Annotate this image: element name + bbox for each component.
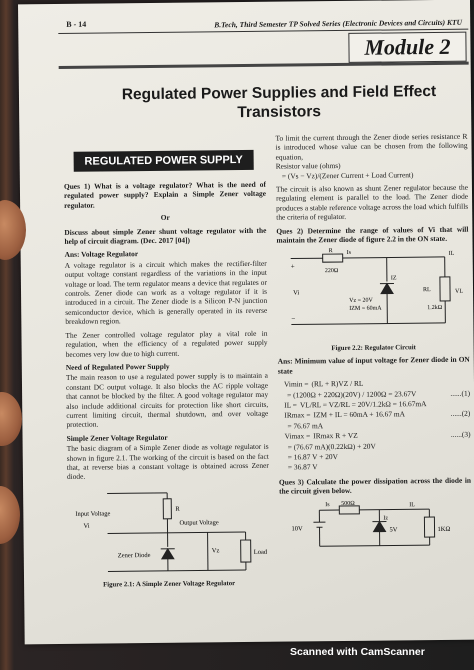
equation-line [285, 440, 471, 451]
equation-line [284, 388, 470, 399]
regulator-circuit-diagram [277, 247, 470, 341]
resistor-formula: = (Vs − Vz)/(Zener Current + Load Current) [281, 169, 414, 181]
fig2-rv-label: 220Ω [324, 268, 339, 275]
figure-2-2-caption: Figure 2.2: Regulator Circuit [331, 344, 416, 352]
fig2-rl-label: RL [423, 287, 431, 294]
figure-2-1 [67, 484, 270, 591]
fig2-r-label: R [328, 248, 333, 255]
right-column [275, 132, 471, 558]
equation-line [284, 409, 470, 420]
equation-line [284, 399, 470, 410]
fig1-r-label: R [175, 505, 180, 513]
module-label: Module 2 [348, 32, 466, 63]
fig2-vi-label: Vi [293, 289, 300, 297]
paragraph: The Zener controlled voltage regulator play a vital role in regulation, when the efficiency of a regulated power supply becomes very low due to high current. [65, 328, 268, 359]
fig2-il-label: IL [448, 251, 455, 258]
figure-2-2 [277, 247, 470, 354]
subheading: Need of Regulated Power Supply [65, 361, 170, 372]
chapter-title: Regulated Power Supplies and Field Effect Transistors [121, 82, 437, 122]
equation-rhs: IZM + IL = 60mA + 16.67 mA [313, 409, 405, 420]
paragraph: Resistor value (ohms) [275, 161, 341, 171]
fig2-rlv-label: 1.2kΩ [427, 305, 443, 312]
equation-rhs: = (76.67 mA)(0.22kΩ) + 20V [287, 441, 376, 452]
fig2-vz-label: Vz = 20V [349, 298, 373, 305]
book-page [18, 0, 474, 644]
power-dissipation-circuit [279, 498, 460, 552]
fig3-vz-label: 5V [389, 525, 398, 534]
left-column [64, 150, 271, 594]
fig1-output-label: Output Voltage [179, 519, 219, 527]
plus-sign: + [290, 262, 295, 271]
exam-ref: (Dec. 2017 [04]) [140, 235, 191, 246]
page-number: B - 14 [66, 19, 87, 29]
module-rule [59, 62, 469, 69]
answer-2-heading: Ans: Minimum value of input voltage for Zener diode in ON state [277, 354, 470, 376]
equation-rhs: = (1200Ω + 220Ω)(20V) / 1200Ω = 23.67V [287, 388, 417, 400]
equation-line [285, 461, 471, 472]
figure-q3 [279, 498, 472, 554]
zener-regulator-diagram [67, 484, 268, 578]
running-header: B.Tech, Third Semester TP Solved Series (Electronic Devices and Circuits) KTU [214, 17, 463, 30]
equation-rhs: = 36.87 V [287, 462, 318, 472]
equation-rhs: IRmax R + VZ [313, 430, 358, 441]
paragraph: To limit the current through the Zener diode series resistance R is introduced whose value can be chosen from the following equation, [275, 131, 468, 162]
question-3: Ques 3) Calculate the power dissipation across the diode in the circuit given below. [278, 475, 472, 496]
equation-block [278, 378, 471, 473]
equation-rhs: VL/RL = VZ/RL = 20V/1.2kΩ = 16.67mA [299, 399, 427, 410]
or-separator: Or [160, 213, 170, 223]
fig1-load-label: Load [253, 548, 268, 556]
equation-rhs: (RL + R)VZ / RL [311, 378, 364, 389]
minus-sign: − [291, 314, 296, 323]
equation-line [284, 378, 470, 389]
equation-lhs: IL = [284, 400, 297, 410]
fig2-izm-label: IZM = 60mA [349, 306, 382, 313]
equation-number: ......(1) [450, 388, 471, 398]
fig3-il-label: IL [409, 501, 415, 508]
paragraph: The main reason to use a regulated power supply is to maintain a constant DC output voltage. It also blocks the AC ripple voltage that cannot be blocked by the filter. A good voltage regulator may also include additional circuits for protection like short circuits, current limiting circuit, thermal shutdown, and over voltage protection. [65, 371, 269, 430]
question-2: Ques 2) Determine the range of values of Vi that will maintain the Zener diode of figure 2.2 in the ON state. [276, 224, 469, 245]
fig2-vl-label: VL [455, 289, 464, 296]
paragraph: A voltage regulator is a circuit which makes the rectifier-filter output voltage constant regardless of the variations in the input voltage or load. The term regulator means a device that regulates or controls. Zener diode can work as a voltage regulator if it is introduced in a circuit. The Zener diode is a Silicon P-N junction semiconductor device, which is generally operated in its reverse breakdown region. [64, 258, 268, 327]
fig3-r-label: 500Ω [341, 500, 355, 507]
fig3-iz-label: Iz [383, 515, 389, 522]
equation-lhs: IRmax = [284, 410, 311, 420]
question-1: Ques 1) What is a voltage regulator? What is the need of regulated power supply? Explain a Simple Zener voltage regulator. [63, 179, 267, 210]
equation-number: ......(2) [450, 408, 471, 419]
fig2-is-label: Is [346, 250, 352, 257]
paragraph: The basic diagram of a Simple Zener diode as voltage regulator is shown in figure 2.1. The working of the circuit is based on the fact that, at reverse bias a constant voltage is obtained across Zener diode. [66, 441, 269, 482]
subheading: Simple Zener Voltage Regulator [66, 432, 168, 443]
equation-line [284, 419, 470, 430]
equation-line [285, 430, 471, 441]
fig3-rl-label: 1KΩ [437, 525, 451, 533]
section-banner: REGULATED POWER SUPPLY [74, 150, 254, 172]
fig1-vi-label: Vi [83, 522, 90, 530]
equation-lhs: Vimax = [284, 431, 311, 441]
fig3-is-label: Is [325, 501, 330, 508]
equation-rhs: = 76.67 mA [287, 420, 324, 431]
scanner-watermark: Scanned with CamScanner [290, 646, 425, 658]
fig1-vz-label: Vz [211, 547, 220, 555]
equation-line [285, 451, 471, 462]
fig1-zener-label: Zener Diode [117, 551, 151, 560]
paragraph: The circuit is also known as shunt Zener regulator because the regulating element is parallel to the load. The Zener diode produces a stable reference voltage across the load which fulfills the criteria of regulator. [275, 182, 469, 222]
answer-heading: Ans: Voltage Regulator [64, 249, 139, 260]
fig1-input-label: Input Voltage [75, 510, 111, 518]
question-1-alt: Discuss about simple Zener shunt voltage regulator with the help of circuit diagram. (Dec. 2017 [04]) [64, 225, 267, 246]
figure-2-1-caption: Figure 2.1: A Simple Zener Voltage Regulator [103, 580, 236, 589]
fig2-iz-label: IZ [390, 275, 397, 282]
equation-rhs: = 16.87 V + 20V [287, 451, 338, 462]
fig3-vs-label: 10V [291, 524, 303, 533]
equation-number: ......(3) [450, 429, 471, 439]
equation-lhs: Vimin = [283, 379, 309, 389]
